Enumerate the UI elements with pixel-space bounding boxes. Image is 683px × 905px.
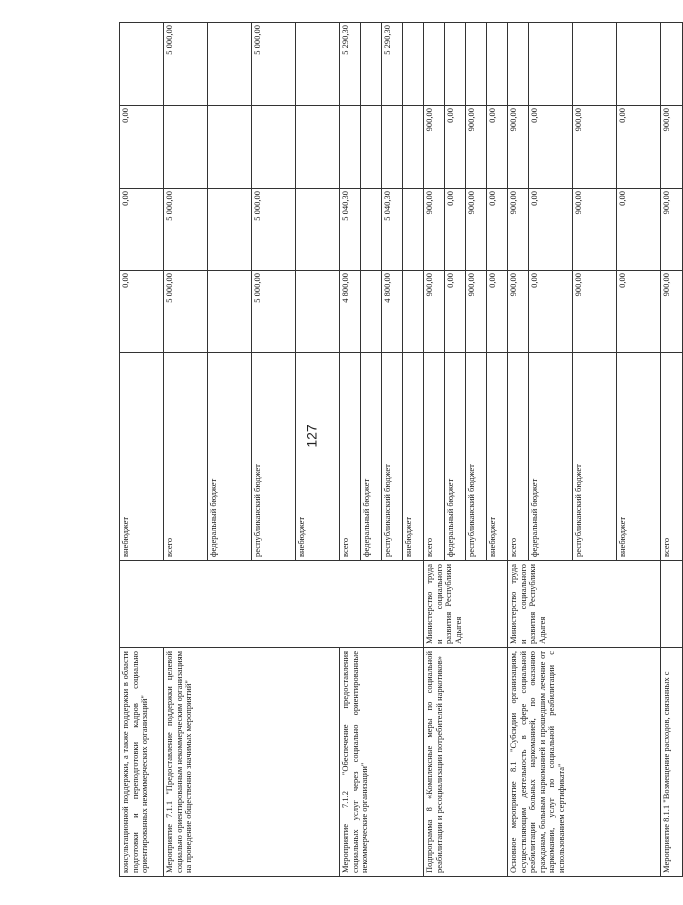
- table-row: [424, 23, 445, 877]
- value-cell: [296, 23, 340, 106]
- value-cell: 0,00: [445, 106, 466, 189]
- value-cell: 900,00: [466, 189, 487, 271]
- value-cell: 0,00: [120, 189, 164, 271]
- value-cell: 0,00: [487, 271, 508, 353]
- value-cell: [661, 23, 683, 106]
- value-cell: [164, 106, 208, 189]
- table-row: [120, 23, 164, 877]
- value-cell: [296, 271, 340, 353]
- funding-source-cell: республиканский бюджет: [252, 353, 296, 561]
- executor-cell: Министерство труда и социального развития Республики Адыгея: [424, 561, 508, 648]
- funding-source-cell: федеральный бюджет: [208, 353, 252, 561]
- funding-source-cell: внебюджет: [487, 353, 508, 561]
- value-cell: [445, 23, 466, 106]
- value-cell: 5 000,00: [252, 23, 296, 106]
- value-cell: 5 040,30: [382, 189, 403, 271]
- table-row: [164, 23, 208, 877]
- funding-source-cell: федеральный бюджет: [361, 353, 382, 561]
- value-cell: [296, 189, 340, 271]
- executor-cell: [661, 561, 683, 648]
- value-cell: 900,00: [424, 271, 445, 353]
- value-cell: 900,00: [424, 106, 445, 189]
- value-cell: 900,00: [661, 189, 683, 271]
- value-cell: 0,00: [529, 106, 573, 189]
- value-cell: [361, 106, 382, 189]
- value-cell: [487, 23, 508, 106]
- funding-source-cell: всего: [340, 353, 361, 561]
- value-cell: [208, 271, 252, 353]
- value-cell: [208, 106, 252, 189]
- value-cell: [617, 23, 661, 106]
- value-cell: 900,00: [573, 271, 617, 353]
- value-cell: 0,00: [487, 189, 508, 271]
- funding-source-cell: внебюджет: [403, 353, 424, 561]
- value-cell: 900,00: [466, 271, 487, 353]
- budget-table: [119, 22, 683, 877]
- value-cell: [296, 106, 340, 189]
- value-cell: 5 000,00: [164, 271, 208, 353]
- funding-source-cell: республиканский бюджет: [573, 353, 617, 561]
- value-cell: [120, 23, 164, 106]
- value-cell: 900,00: [424, 189, 445, 271]
- value-cell: [573, 23, 617, 106]
- table-row: [508, 23, 529, 877]
- funding-source-cell: федеральный бюджет: [529, 353, 573, 561]
- program-cell: консультационной поддержки, а также поддержки в области подготовки и переподготовки кадров социально ориентированных некоммерческих организаций": [120, 648, 164, 877]
- value-cell: 5 000,00: [164, 23, 208, 106]
- value-cell: 900,00: [508, 189, 529, 271]
- program-cell: Мероприятие 7.1.2 "Обеспечение предоставления социальных услуг через социально ориентированные некоммерческие организации": [340, 648, 424, 877]
- value-cell: 4 800,00: [340, 271, 361, 353]
- value-cell: 5 000,00: [252, 189, 296, 271]
- value-cell: [361, 189, 382, 271]
- value-cell: 0,00: [617, 189, 661, 271]
- value-cell: 5 290,30: [382, 23, 403, 106]
- value-cell: [403, 23, 424, 106]
- value-cell: [508, 23, 529, 106]
- value-cell: 900,00: [573, 106, 617, 189]
- funding-source-cell: федеральный бюджет: [445, 353, 466, 561]
- funding-source-cell: внебюджет: [120, 353, 164, 561]
- value-cell: [403, 271, 424, 353]
- value-cell: [403, 106, 424, 189]
- value-cell: 900,00: [661, 271, 683, 353]
- value-cell: [382, 106, 403, 189]
- page-number: 127: [303, 424, 320, 448]
- value-cell: [529, 23, 573, 106]
- value-cell: 4 800,00: [382, 271, 403, 353]
- value-cell: 0,00: [120, 106, 164, 189]
- value-cell: 0,00: [445, 189, 466, 271]
- funding-source-cell: внебюджет: [617, 353, 661, 561]
- value-cell: 5 000,00: [252, 271, 296, 353]
- value-cell: [361, 23, 382, 106]
- program-cell: Мероприятие 7.1.1 "Предоставление поддержки целевой социально ориентированным некоммерческим организациям на проведение общественно значимых мероприятий": [164, 648, 340, 877]
- value-cell: 900,00: [661, 106, 683, 189]
- value-cell: [208, 23, 252, 106]
- table-row: [340, 23, 361, 877]
- value-cell: 0,00: [529, 189, 573, 271]
- program-cell: Подпрограмма 8 «Комплексные меры по социальной реабилитации и ресоциализации потребителей наркотиков»: [424, 648, 508, 877]
- value-cell: 5 290,30: [340, 23, 361, 106]
- program-cell: Мероприятие 8.1.1 "Возмещение расходов, связанных с: [661, 648, 683, 877]
- funding-source-cell: всего: [424, 353, 445, 561]
- value-cell: [403, 189, 424, 271]
- value-cell: [252, 106, 296, 189]
- table-row: [661, 23, 683, 877]
- funding-source-cell: республиканский бюджет: [466, 353, 487, 561]
- value-cell: [466, 23, 487, 106]
- funding-source-cell: всего: [164, 353, 208, 561]
- value-cell: 0,00: [487, 106, 508, 189]
- budget-table-rotated: [119, 23, 671, 877]
- program-cell: Основное мероприятие 8.1 "Субсидии организациям, осуществляющим деятельность в сфере социальной реабилитации больных наркоманией, по оказанию гражданам, больным наркоманией и прошедшим лечение от наркомании, услуг по социальной реабилитации с использованием сертификата": [508, 648, 661, 877]
- value-cell: 0,00: [445, 271, 466, 353]
- executor-cell: Министерство труда и социального развития Республики Адыгея: [508, 561, 661, 648]
- value-cell: 900,00: [573, 189, 617, 271]
- funding-source-cell: республиканский бюджет: [382, 353, 403, 561]
- value-cell: [424, 23, 445, 106]
- value-cell: [340, 106, 361, 189]
- value-cell: [208, 189, 252, 271]
- value-cell: 5 000,00: [164, 189, 208, 271]
- value-cell: 900,00: [508, 106, 529, 189]
- executor-cell: [120, 561, 424, 648]
- value-cell: 900,00: [466, 106, 487, 189]
- value-cell: 0,00: [529, 271, 573, 353]
- funding-source-cell: всего: [508, 353, 529, 561]
- funding-source-cell: внебюджет: [296, 353, 340, 561]
- value-cell: 0,00: [617, 106, 661, 189]
- value-cell: 0,00: [120, 271, 164, 353]
- value-cell: 0,00: [617, 271, 661, 353]
- funding-source-cell: всего: [661, 353, 683, 561]
- value-cell: [361, 271, 382, 353]
- value-cell: 5 040,30: [340, 189, 361, 271]
- value-cell: 900,00: [508, 271, 529, 353]
